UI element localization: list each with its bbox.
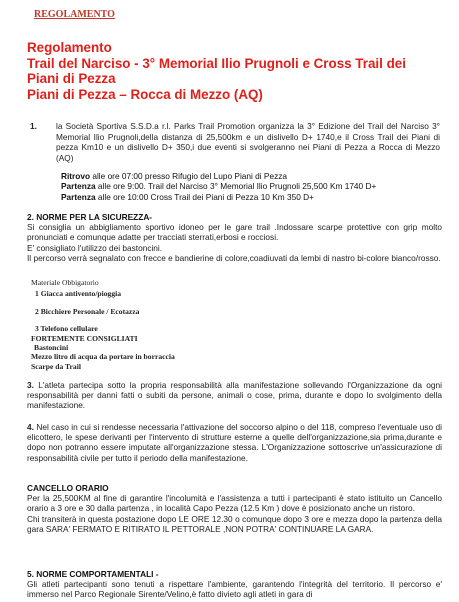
section-liability-number: 3. [27, 380, 34, 390]
intro-number: 1. [30, 121, 37, 131]
section-liability [27, 380, 442, 411]
material-item [35, 289, 175, 298]
schedule-label: Partenza [61, 191, 96, 202]
recommended-item-text: Scarpe da Trail [31, 361, 81, 371]
section-conduct [27, 569, 442, 600]
recommended-item [31, 362, 175, 371]
schedule-block [61, 171, 376, 202]
section-conduct-title: 5. NORME COMPORTAMENTALI - [27, 569, 159, 579]
section-cutoff-text-2: Chi transiterà in questa postazione dopo LE ORE 12.30 o comunque dopo 3 ore e mezza dopo la partenza della gara SARA' FERMATO E RITIRATO IL PETTORALE ,NON POTRA' CONTINUARE LA GARA. [27, 513, 442, 534]
section-cutoff-title: CANCELLO ORARIO [27, 483, 109, 493]
section-cutoff [27, 483, 442, 534]
section-rescue [27, 422, 442, 463]
recommended-item-text: Mezzo litro di acqua da portare in borraccia [31, 352, 175, 362]
schedule-label: Partenza [61, 181, 96, 192]
title-line-2: Trail del Narciso - 3° Memorial Ilio Prugnoli e Cross Trail dei [27, 55, 406, 71]
document-title [27, 40, 452, 102]
section-liability-text: L'atleta partecipa sotto la propria responsabilità alla manifestazione sollevando l'Organizzazione da ogni responsabilità per danni fatti o subiti da persone, animali o cose, prima, durante e dopo lo svolgimento della manifestazione. [27, 380, 442, 411]
section-safety [27, 212, 442, 263]
section-cutoff-text-1: Per la 25,500KM al fine di garantire l'incolumità e l'assistenza a tutti i partecipanti è stato istituito un Cancello orario a 3 ore e 30 dalla partenza , in località Capo Pezza (12.5 Km ) dove è posizionato anche un ristoro. [27, 493, 442, 514]
schedule-text: alle ore 10:00 Cross Trail dei Piani di Pezza 10 Km 350 D+ [95, 191, 314, 202]
schedule-row [61, 171, 376, 181]
material-item-text: 3 Telefono cellulare [35, 324, 98, 334]
title-line-3: Piani di Pezza [27, 71, 116, 86]
recommended-item [34, 343, 175, 352]
schedule-row [61, 181, 376, 191]
recommended-title-text: FORTEMENTE CONSIGLIATI [31, 333, 138, 343]
material-item [35, 307, 175, 316]
regolamento-link[interactable]: REGOLAMENTO [34, 9, 115, 20]
material-item-text: 2 Bicchiere Personale / Ecotazza [35, 306, 140, 316]
materials-title: Materiale Obbigatorio [31, 278, 99, 287]
schedule-text: alle ore 07:00 presso Rifugio del Lupo Piani di Pezza [90, 171, 287, 181]
section-safety-text-3: Il percorso verrà segnalato con frecce e bandierine di colore,coadiuvati da lembi di nastro bi-colore bianco/rosso. [27, 252, 441, 263]
material-item [35, 324, 175, 333]
section-safety-text-1: Si consiglia un abbigliamento sportivo idoneo per le gare trail .Indossare scarpe protettive con grip molto pronunciati e comunque adatte per tracciati sterrati,erbosi e rocciosi. [27, 222, 442, 243]
section-rescue-number: 4. [27, 422, 34, 432]
intro-paragraph [30, 121, 440, 163]
section-conduct-text: Gli atleti partecipanti sono tenuti a rispettare l'ambiente, garantendo l'integrità del territorio. Il percorso e' immerso nel Parco Regionale Sirente/Velino,è fatto divieto agli atleti in gara di [27, 579, 442, 600]
section-safety-title: 2. NORME PER LA SICUREZZA- [27, 212, 153, 222]
recommended-item-text: Bastoncini [34, 343, 69, 353]
title-line-1: Regolamento [27, 40, 112, 55]
materials-list [31, 278, 175, 371]
material-item-text: 1 Giacca antivento/pioggia [35, 289, 122, 299]
schedule-row [61, 192, 376, 202]
schedule-text: alle ore 9:00. Trail del Narciso 3° Memorial Ilio Prugnoli 25,500 Km 1740 D+ [95, 181, 377, 192]
section-safety-text-2: E' consigliato l'utilizzo dei bastoncini. [27, 242, 163, 253]
intro-text: la Società Sportiva S.S.D.a r.l. Parks Trail Promotion organizza la 3° Edizione del Trail del Narciso 3° Memorial Ilio Prugnoli,della distanza di 25,500km e un dislivello D+ 1740,e il Cross Trail dei Piani di pezza Km10 e un dislivello D+ 350,i due eventi si svolgeranno nei Piani di Pezza a Rocca di Mezzo (AQ) [56, 121, 440, 163]
section-rescue-text: Nel caso in cui si rendesse necessaria l'attivazione del soccorso alpino o del 118, compreso l'eventuale uso di elicottero, le spese derivanti per l'intervento di strutture esterne a quelle dell'organizzazione,sia prima,durante e dopo non potranno essere imputate all'organizzazione stessa. L'Organizzazione sottoscrive un'assicurazione di responsabilità civile per tutto il periodo della manifestazione. [27, 422, 442, 463]
recommended-item [31, 352, 175, 361]
schedule-label: Ritrovo [61, 171, 91, 181]
recommended-title [31, 334, 175, 343]
title-line-4: Piani di Pezza – Rocca di Mezzo (AQ) [27, 86, 263, 102]
